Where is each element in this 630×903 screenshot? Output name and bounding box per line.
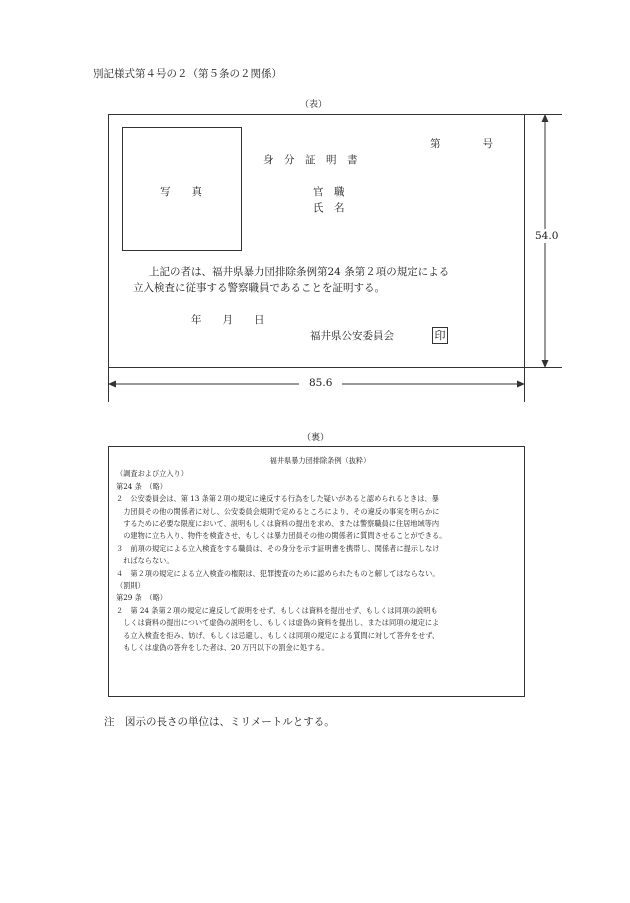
excerpt-line: するために必要な限度において、説明もしくは資料の提出を求め、または警察職員に住居地域等内 bbox=[116, 519, 440, 529]
excerpt-line: 力団員その他の関係者に対し、公安委員会規則で定めるところにより、その違反の事実を明らかに bbox=[116, 506, 440, 516]
width-dimension-value: 85.6 bbox=[299, 377, 342, 389]
excerpt-line: （罰則） bbox=[116, 581, 145, 591]
name-label: 氏 名 bbox=[313, 202, 345, 214]
official-seal: 印 bbox=[432, 327, 448, 344]
form-header: 別記様式第４号の２（第５条の２関係） bbox=[93, 68, 282, 80]
excerpt-line: ２ 公安委員会は、第 13 条第２項の規定に違反する行為をした疑いがあると認められるときは、暴 bbox=[116, 494, 439, 504]
excerpt-line: （調査および立入り） bbox=[116, 469, 188, 479]
excerpt-title: 福井県暴力団排除条例（抜粋） bbox=[269, 456, 371, 465]
position-label: 官 職 bbox=[313, 186, 345, 198]
back-label: （裏） bbox=[302, 433, 330, 443]
excerpt-line: る立入検査を拒み、妨げ、もしくは忌避し、もしくは同項の規定による質問に対して答弁をせず、 bbox=[116, 630, 440, 640]
height-dimension-value: 54.0 bbox=[535, 230, 559, 242]
issuer-name: 福井県公安委員会 bbox=[310, 330, 394, 342]
excerpt-line: しくは資料の提出について虚偽の説明をし、もしくは虚偽の資料を提出し、または同項の規定によ bbox=[116, 618, 440, 628]
ordinance-excerpt bbox=[116, 455, 518, 655]
excerpt-line: ３ 前項の規定による立入検査をする職員は、その身分を示す証明書を携帯し、関係者に提示しなけ bbox=[116, 543, 440, 553]
excerpt-line: の建物に立ち入り、物件を検査させ、もしくは暴力団員その他の関係者に質問させることができる。 bbox=[116, 531, 447, 541]
photo-label: 写 真 bbox=[160, 186, 202, 198]
excerpt-line: ればならない。 bbox=[116, 556, 174, 566]
statement-line-2: 立入検査に従事する警察職員であることを証明する。 bbox=[133, 282, 385, 294]
excerpt-line: もしくは虚偽の答弁をした者は、20 万円以下の罰金に処する。 bbox=[116, 643, 329, 653]
unit-note: 注 図示の長さの単位は、ミリメートルとする。 bbox=[104, 716, 335, 728]
statement-line-1: 上記の者は、福井県暴力団排除条例第24 条第２項の規定による bbox=[149, 266, 450, 278]
excerpt-line: 第24 条 （略） bbox=[116, 481, 167, 491]
excerpt-line: ４ 第２項の規定による立入検査の権限は、犯罪捜査のために認められたものと解してはならない。 bbox=[116, 568, 440, 578]
front-label: （表） bbox=[300, 100, 328, 110]
date-label: 年 月 日 bbox=[191, 314, 265, 326]
excerpt-line: ２ 第 24 条第２項の規定に違反して説明をせず、もしくは資料を提出せず、もしくは同項の説明も bbox=[116, 605, 438, 615]
excerpt-line: 第29 条 （略） bbox=[116, 593, 167, 603]
card-number-label: 第 号 bbox=[430, 138, 493, 150]
card-title: 身 分 証 明 書 bbox=[263, 154, 358, 166]
